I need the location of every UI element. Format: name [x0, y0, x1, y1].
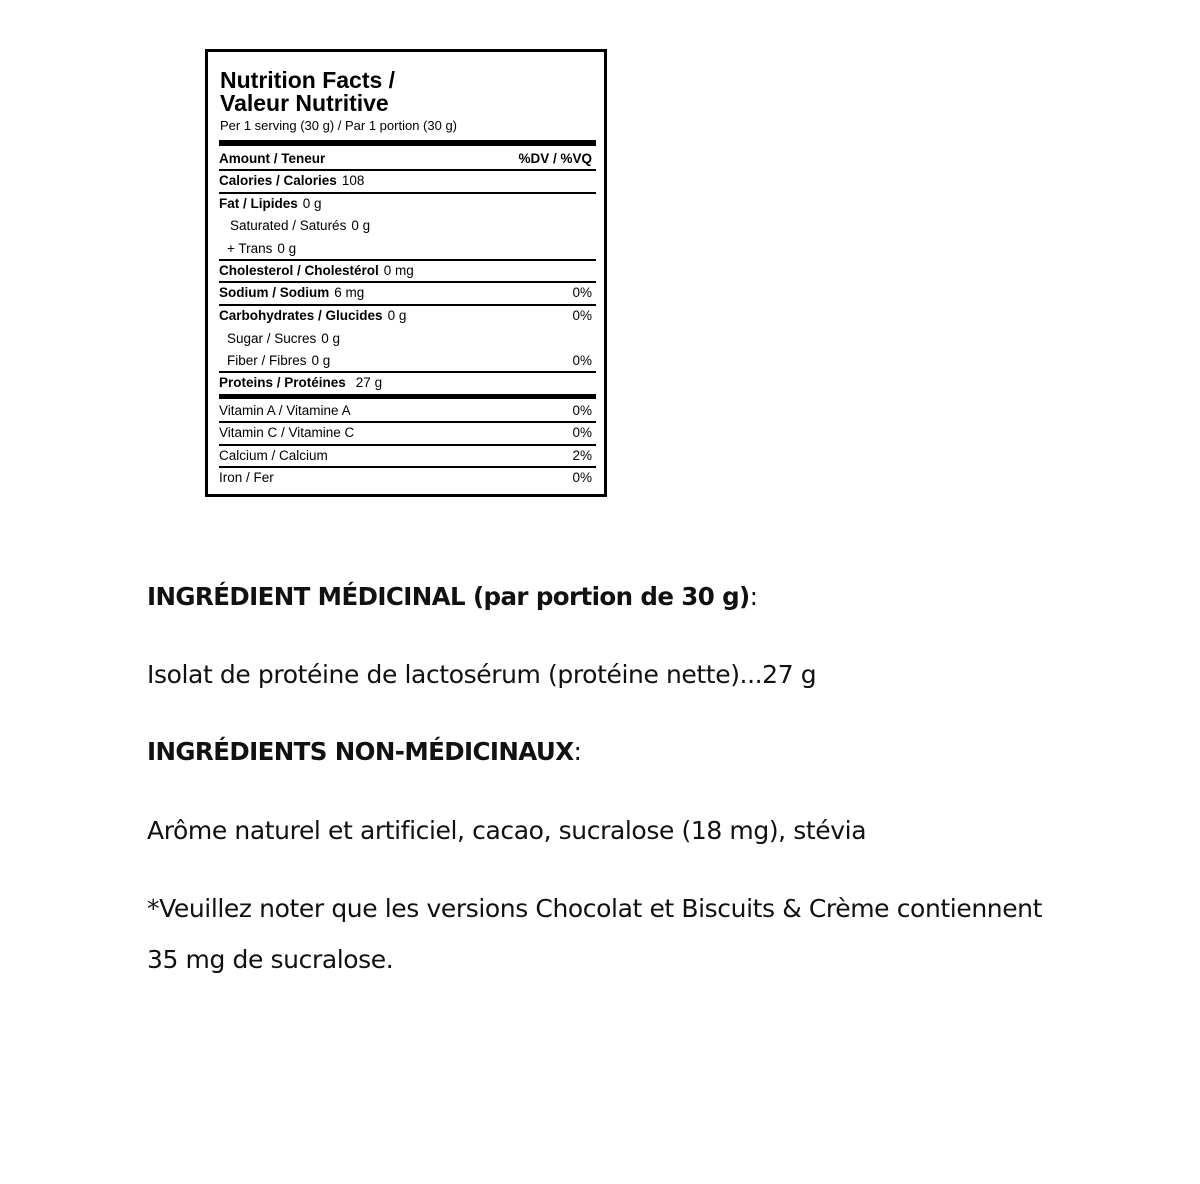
nutrient-row-calories [219, 170, 596, 192]
serving-size: Per 1 serving (30 g) / Par 1 portion (30 g) [220, 118, 458, 133]
sucralose-note-line-1: *Veuillez noter que les versions Chocolat et Biscuits & Crème contiennent [147, 894, 1043, 923]
vitamin-label: Vitamin A / Vitamine A [219, 403, 351, 418]
vitamin-daily-value: 0% [572, 425, 592, 440]
sucralose-note-line-2: 35 mg de sucralose. [147, 945, 394, 974]
vitamin-label: Calcium / Calcium [219, 448, 328, 463]
nutrient-label: Carbohydrates / Glucides [219, 308, 383, 323]
daily-value-header: %DV / %VQ [518, 151, 592, 166]
vitamin-row-c [219, 422, 596, 444]
nutrient-label: Cholesterol / Cholestérol [219, 263, 379, 278]
amount-header-label: Amount / Teneur [219, 151, 326, 166]
vitamin-row-calcium [219, 445, 596, 467]
nutrient-amount: 0 g [311, 353, 331, 368]
nutrient-label: + Trans [227, 241, 273, 256]
nutrient-row-proteins [219, 372, 596, 394]
nutrient-label: Sodium / Sodium [219, 285, 330, 300]
nutrient-row-carbohydrates [219, 305, 596, 327]
nutrient-label: Fat / Lipides [219, 196, 298, 211]
nutrient-daily-value: 0% [572, 353, 592, 368]
vitamin-row-iron [219, 467, 596, 489]
vitamin-label: Vitamin C / Vitamine C [219, 425, 355, 440]
nutrient-label: Calories / Calories [219, 173, 337, 188]
nutrient-amount: 0 g [302, 196, 322, 211]
nutrient-amount: 0 g [321, 331, 341, 346]
non-medicinal-ingredients-text: Arôme naturel et artificiel, cacao, sucralose (18 mg), stévia [147, 816, 867, 845]
nutrient-daily-value: 0% [572, 285, 592, 300]
thick-divider [219, 394, 596, 399]
nutrient-amount: 6 mg [334, 285, 365, 300]
nutrient-label: Sugar / Sucres [227, 331, 317, 346]
nutrient-amount: 0 g [387, 308, 407, 323]
nutrient-daily-value: 0% [572, 308, 592, 323]
medicinal-heading-text: INGRÉDIENT MÉDICINAL (par portion de 30 g) [147, 582, 750, 611]
nutrition-title-line-1: Nutrition Facts / [220, 67, 396, 93]
medicinal-ingredient-heading [147, 582, 758, 611]
nutrient-label: Fiber / Fibres [227, 353, 307, 368]
vitamin-row-a [219, 400, 596, 422]
nutrient-row-fiber [219, 350, 596, 372]
nutrient-amount: 108 [341, 173, 365, 188]
non-medicinal-ingredients-heading [147, 737, 582, 766]
amount-header-row [219, 148, 596, 170]
nutrient-row-saturated [219, 215, 596, 237]
nutrient-amount: 0 mg [383, 263, 414, 278]
nutrient-row-cholesterol [219, 260, 596, 282]
medicinal-ingredient-text: Isolat de protéine de lactosérum (protéine nette)...27 g [147, 660, 817, 689]
nutrient-row-fat [219, 193, 596, 215]
nutrition-facts-panel [205, 49, 607, 497]
nutrient-amount: 27 g [355, 375, 383, 390]
heading-colon: : [749, 582, 758, 611]
nutrition-title-line-2: Valeur Nutritive [220, 90, 389, 116]
thick-divider [219, 140, 596, 146]
heading-colon: : [573, 737, 582, 766]
vitamin-daily-value: 0% [572, 403, 592, 418]
vitamin-label: Iron / Fer [219, 470, 274, 485]
vitamin-daily-value: 2% [572, 448, 592, 463]
nutrient-label: Saturated / Saturés [230, 218, 347, 233]
nutrient-amount: 0 g [277, 241, 297, 256]
nutrient-row-sodium [219, 282, 596, 304]
nutrient-row-trans [219, 238, 596, 260]
vitamin-daily-value: 0% [572, 470, 592, 485]
nutrient-label: Proteins / Protéines [219, 375, 346, 390]
nutrient-amount: 0 g [351, 218, 371, 233]
non-medicinal-heading-text: INGRÉDIENTS NON-MÉDICINAUX [147, 737, 574, 766]
nutrient-row-sugar [219, 328, 596, 350]
nutrition-facts-title [220, 69, 395, 115]
